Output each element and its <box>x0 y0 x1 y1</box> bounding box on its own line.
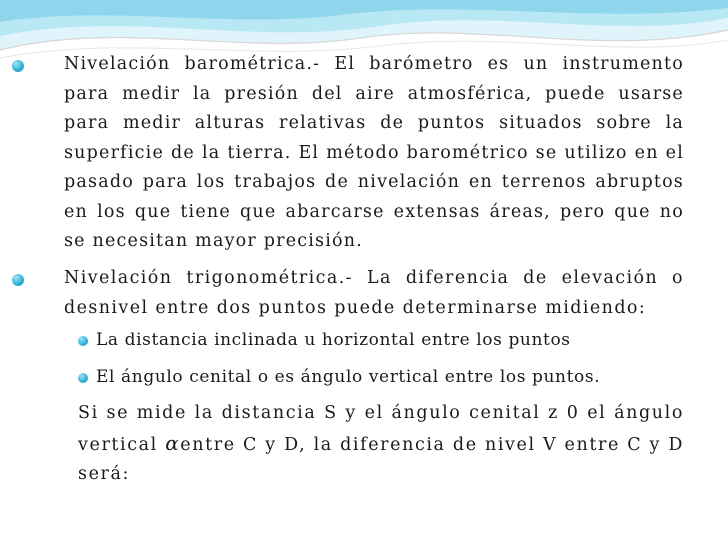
bullet-text: Nivelación barométrica.- El barómetro es un instrumento para medir la presión del aire atmosférica, puede usarse para medir alturas relativas de puntos situados sobre la superficie de la tierra. El método barométrico se utilizo en el pasado para los trabajos de nivelación en terrenos abruptos en los que tiene que abarcarse extensas áreas, pero que no se necesitan mayor precisión. <box>64 54 684 251</box>
bullet-icon <box>12 274 24 286</box>
content-area <box>0 50 700 540</box>
bullet-item-nivelacion-barometrica <box>0 50 700 260</box>
sub-bullet-icon <box>78 373 88 383</box>
sub-bullet-item-distancia <box>0 326 700 356</box>
sub-bullet-item-angulo <box>0 363 700 393</box>
note-text-before: Si se mide la distancia S y el ángulo cenital z 0 el ángulo vertical <box>78 403 684 455</box>
note-text <box>78 399 684 490</box>
note-paragraph <box>0 399 700 489</box>
sub-bullet-text: La distancia inclinada u horizontal entre los puntos <box>96 330 571 350</box>
bullet-text: Nivelación trigonométrica.- La diferencia de elevación o desnivel entre dos puntos puede determinarse midiendo: <box>64 268 684 318</box>
note-text-after: entre C y D, la diferencia de nivel V entre C y D será: <box>78 434 684 484</box>
sub-bullet-icon <box>78 336 88 346</box>
bullet-item-nivelacion-trigonometrica <box>0 264 700 324</box>
bullet-icon <box>12 60 24 72</box>
alpha-symbol: α <box>165 430 181 455</box>
sub-bullet-text: El ángulo cenital o es ángulo vertical entre los puntos. <box>96 367 601 387</box>
